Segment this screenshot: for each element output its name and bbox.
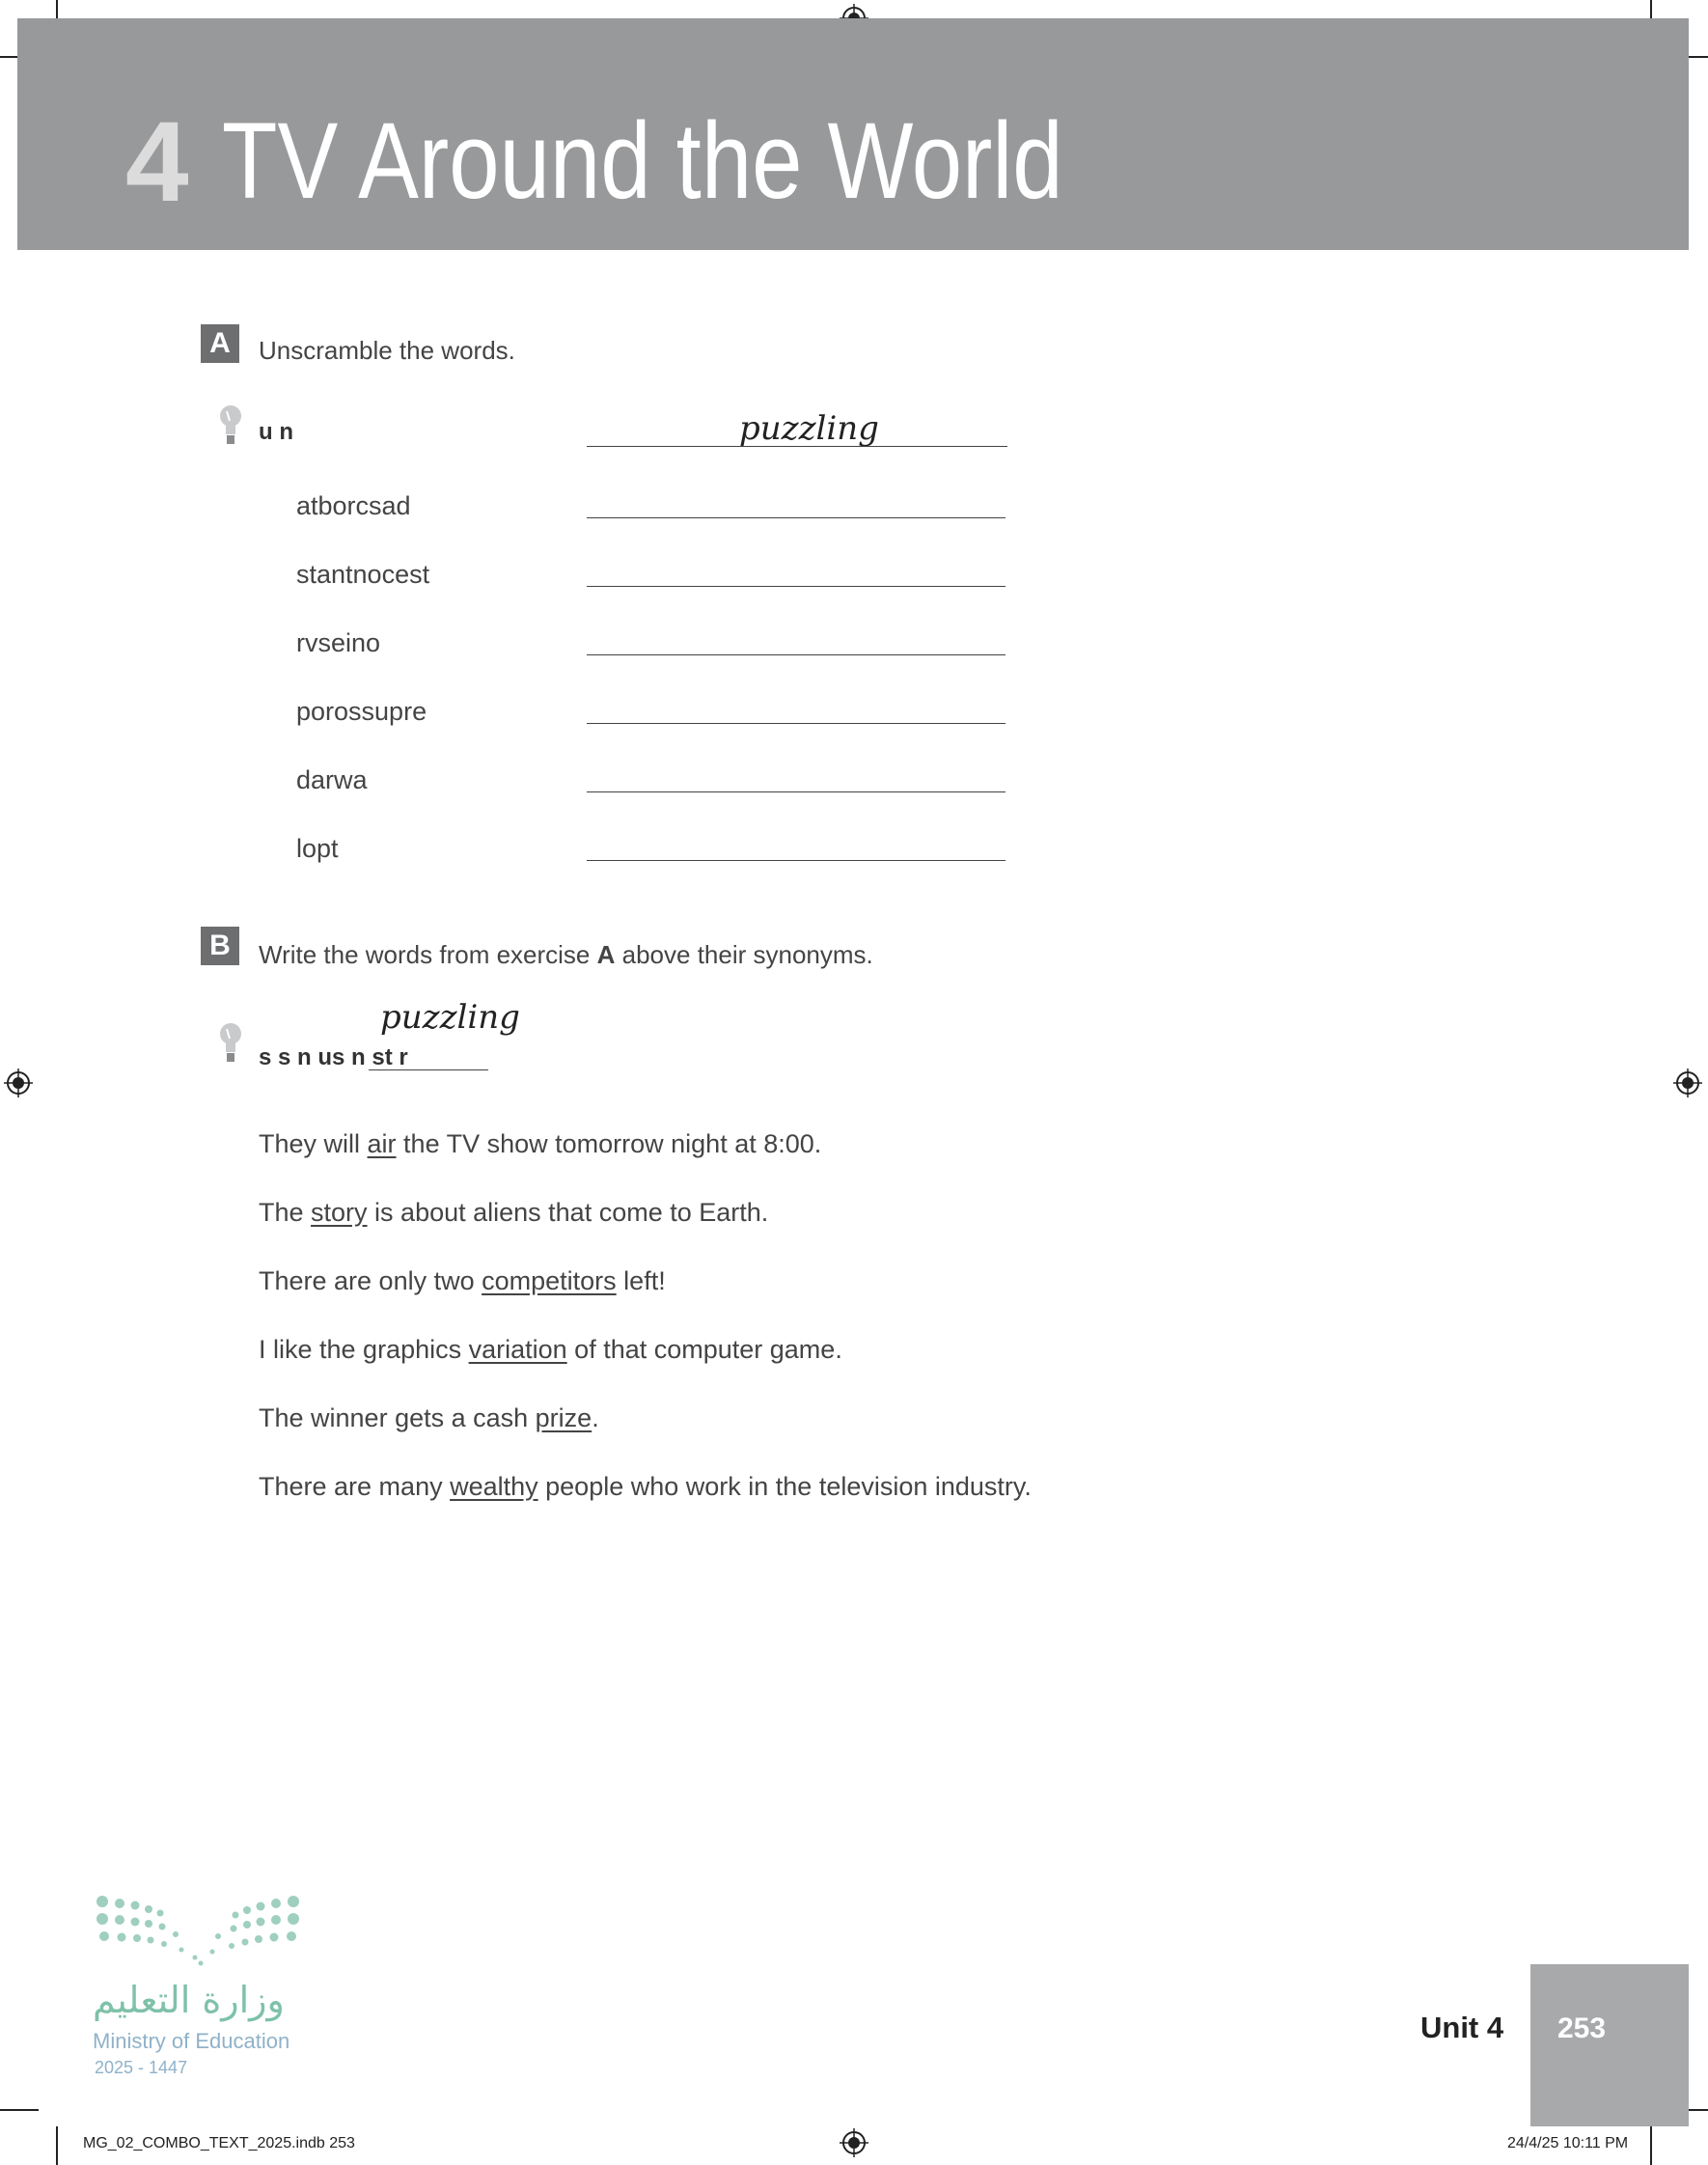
- sentence-text: people who work in the television industry.: [537, 1472, 1032, 1501]
- scrambled-word: porossupre: [296, 697, 427, 726]
- instruction-text: above their synonyms.: [615, 940, 873, 969]
- ministry-logo-arabic: وزارة التعليم: [93, 1979, 285, 2021]
- exercise-a-example-label: u n: [259, 419, 293, 445]
- list-item: [259, 1403, 599, 1433]
- ministry-logo-english: Ministry of Education: [93, 2029, 290, 2053]
- answer-line[interactable]: [587, 654, 1006, 655]
- sentence-text: They will: [259, 1129, 368, 1158]
- trim-mark: [0, 2109, 39, 2111]
- sentence-text: the TV show tomorrow night at 8:00.: [396, 1129, 822, 1158]
- sentence-text: is about aliens that come to Earth.: [367, 1198, 769, 1227]
- scrambled-word: rvseino: [296, 628, 381, 657]
- trim-mark: [56, 2126, 58, 2165]
- ministry-logo-year: 2025 - 1447: [95, 2058, 188, 2077]
- exercise-b-example-label: s s n us n st r: [259, 1044, 408, 1070]
- sentence-text: left!: [616, 1266, 666, 1295]
- example-underline: [369, 1069, 488, 1070]
- underlined-word: air: [367, 1129, 397, 1158]
- page-title: TV Around the World: [222, 100, 1063, 221]
- page-number: 253: [1557, 2012, 1607, 2044]
- underlined-word: variation: [468, 1335, 567, 1364]
- list-item: [259, 1266, 666, 1296]
- answer-line[interactable]: [587, 517, 1006, 518]
- underlined-word: prize: [535, 1403, 592, 1432]
- registration-mark-icon: [1673, 1069, 1702, 1097]
- exercise-b-instruction: [259, 940, 873, 970]
- lightbulb-tip-icon: [218, 403, 243, 446]
- scrambled-word: lopt: [296, 834, 339, 863]
- unit-number: 4: [125, 98, 187, 226]
- ministry-logo-icon: [93, 1894, 305, 1969]
- sentence-text: There are many: [259, 1472, 451, 1501]
- list-item: [259, 1129, 821, 1159]
- exercise-a-badge: A: [201, 324, 239, 363]
- instruction-text: Write the words from exercise: [259, 940, 597, 969]
- exercise-b-example-answer: puzzling: [380, 998, 520, 1037]
- registration-mark-icon: [840, 2128, 868, 2157]
- sentence-text: There are only two: [259, 1266, 482, 1295]
- sentence-text: The winner gets a cash: [259, 1403, 536, 1432]
- slug-timestamp: 24/4/25 10:11 PM: [1507, 2135, 1629, 2151]
- instruction-bold: A: [596, 940, 616, 969]
- answer-line[interactable]: [587, 723, 1006, 724]
- slug-filename: MG_02_COMBO_TEXT_2025.indb 253: [83, 2135, 355, 2151]
- list-item: [259, 1335, 842, 1365]
- exercise-a-example-answer: puzzling: [739, 409, 879, 448]
- exercise-a-instruction: Unscramble the words.: [259, 336, 515, 365]
- answer-line[interactable]: [587, 791, 1006, 792]
- answer-line[interactable]: [587, 860, 1006, 861]
- registration-mark-icon: [4, 1069, 33, 1097]
- lightbulb-tip-icon: [218, 1021, 243, 1064]
- exercise-b-badge: B: [201, 927, 239, 965]
- scrambled-word: atborcsad: [296, 491, 411, 520]
- list-item: [259, 1198, 768, 1228]
- answer-line[interactable]: [587, 586, 1006, 587]
- sentence-text: of that computer game.: [566, 1335, 842, 1364]
- scrambled-word: darwa: [296, 765, 368, 794]
- underlined-word: story: [311, 1198, 368, 1227]
- page-number-box: [1530, 1964, 1689, 2126]
- underlined-word: competitors: [482, 1266, 617, 1295]
- sentence-text: I like the graphics: [259, 1335, 469, 1364]
- list-item: [259, 1472, 1032, 1502]
- sentence-text: .: [592, 1403, 599, 1432]
- underlined-word: wealthy: [450, 1472, 538, 1501]
- trim-mark: [1650, 2126, 1652, 2165]
- example-answer-line: [587, 446, 1007, 447]
- scrambled-word: stantnocest: [296, 560, 430, 589]
- unit-label: Unit 4: [1420, 2011, 1504, 2044]
- sentence-text: The: [259, 1198, 312, 1227]
